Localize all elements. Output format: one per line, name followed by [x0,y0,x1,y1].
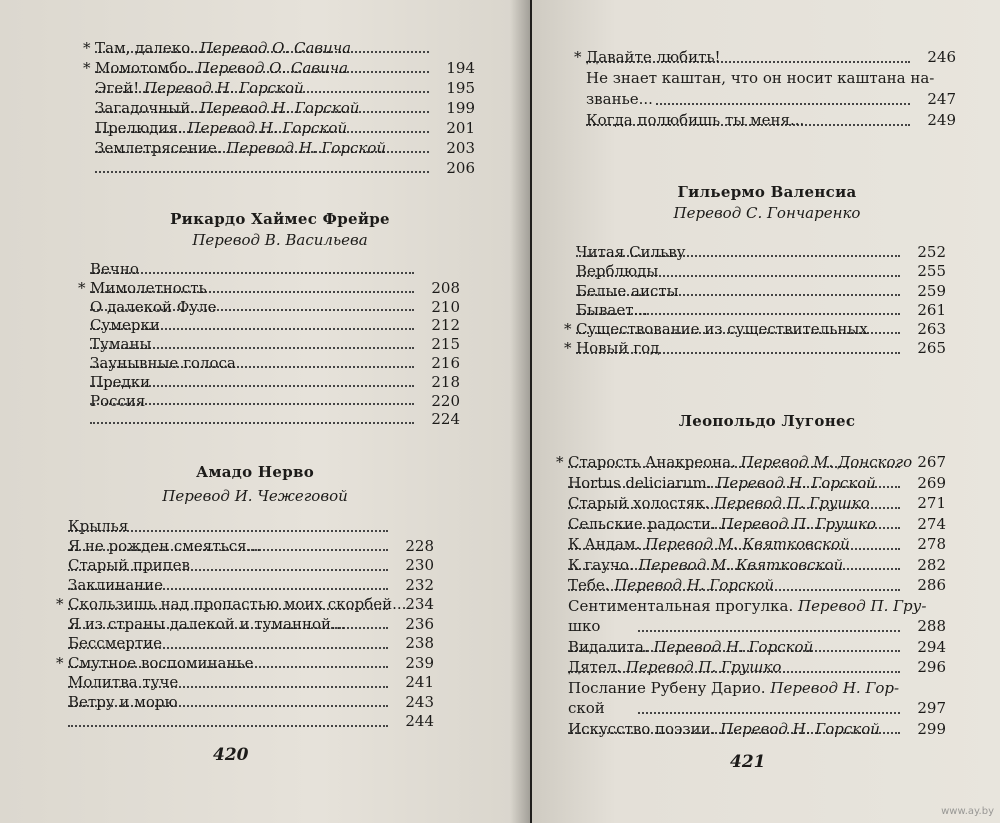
entry-translator: Перевод П. Грушко [714,494,870,512]
toc-entry [95,138,475,158]
entry-title-text: Туманы [90,335,152,354]
entry-title-text: Скользишь над пропастью моих скорбей... [68,595,407,613]
toc-entry [564,339,946,358]
entry-title-text: Молитва туче [68,673,179,691]
toc-entry [90,373,460,392]
entry-page-number: 296 [917,658,946,676]
toc-entry [56,653,434,674]
entry-page-number: 230 [405,556,434,574]
entry-title-text: Сентиментальная прогулка. [568,596,794,615]
entry-translator: Перевод Н. Гор- [770,678,900,697]
entry-title-text: Я не рожден смеяться... [68,536,261,555]
leader-dots [95,171,429,173]
toc-entry [68,615,434,635]
entry-page-number: 255 [917,262,946,281]
entry-title-text: О далекой Фуле [90,297,217,316]
entry-title-text: Старость Анакреона. [568,453,736,471]
left-section2-author: Амадо Нерво [195,463,315,481]
watermark: www.ay.by [941,806,994,817]
leader-dots [656,103,910,105]
entry-page-number: 288 [917,617,946,635]
entry-title-text: Читая Сильву [576,243,686,261]
entry-page-number: 228 [405,536,434,555]
entry-title [68,576,167,594]
entry-title-text: Не знает каштан, что он носит каштана на- [586,69,935,87]
right-section2-author: Леопольдо Лугонес [678,412,856,430]
left-section2-entries [56,517,434,732]
entry-title-text: Давайте любить! [586,48,721,66]
entry-title [568,638,817,656]
entry-title [568,679,903,697]
entry-title [568,720,884,738]
entry-page-number: 274 [917,514,946,533]
toc-entry [576,243,946,262]
entry-page-number: 271 [917,494,946,512]
entry-continuation: шко [568,617,601,635]
entry-title-text: Верблюды [576,262,659,281]
entry-title [90,260,143,278]
entry-page-number: 220 [431,391,460,410]
left-section1-entries [78,260,460,429]
entry-page-number: 267 [917,453,946,471]
entry-page-number: 201 [446,119,475,137]
entry-title-text: К гаучо. [568,555,634,574]
asterisk-mark: * [564,339,572,358]
entry-title [90,335,155,353]
toc-entry [568,555,946,576]
entry-page-number: 244 [405,712,434,730]
entry-translator: Перевод М. Квятковской [638,555,844,574]
entry-title [95,99,363,117]
entry-title-text: Дятел. [568,658,622,676]
entry-page-number: 194 [446,59,475,77]
entry-title-text: Смутное воспоминанье [68,653,254,672]
entry-title [68,673,182,691]
entry-title [576,262,662,280]
right-page [532,0,1000,823]
entry-title-text: Послание Рубену Дарио. [568,678,766,697]
asterisk-mark: * [564,320,572,339]
entry-page-number: 299 [917,719,946,738]
entry-title-text: Эгей! [95,79,140,97]
toc-entry [90,392,460,411]
entry-page-number: 263 [917,320,946,339]
entry-title [576,282,683,300]
toc-entry [90,316,460,335]
toc-entry [568,575,946,596]
asterisk-mark: * [56,653,64,672]
entry-title-text: Бессмертие [68,634,163,652]
entry-page-number: 206 [446,159,475,177]
asterisk-mark: * [56,595,64,613]
asterisk-mark: * [574,48,582,66]
toc-entry [68,537,434,557]
asterisk-mark: * [83,59,91,77]
entry-page-number: 259 [917,281,946,300]
entry-title [95,159,99,177]
entry-title [90,279,211,297]
entry-title-text: Момотомбо. [95,59,192,77]
toc-entry [68,556,434,576]
entry-title [90,410,94,428]
entry-page-number: 261 [917,300,946,319]
entry-title-text: Hortus deliciarum. [568,473,712,492]
right-section2-entries [556,452,946,739]
entry-page-number: 269 [917,473,946,492]
toc-entry [568,657,946,678]
left-section1-author: Рикардо Хаймес Фрейре [170,210,390,228]
toc-entry [586,68,956,110]
leader-dots [90,422,414,424]
toc-entry [90,298,460,317]
entry-translator: Перевод О. Савича [196,59,349,77]
entry-title [586,48,725,66]
toc-entry [95,78,475,98]
entry-page-number: 232 [405,575,434,594]
entry-page-number: 241 [405,673,434,691]
toc-entry [83,58,475,78]
entry-page-number: 210 [431,297,460,316]
entry-translator: Перевод Н. Горской [716,473,876,492]
entry-title-text: Заунывные голоса [90,353,236,372]
entry-title [68,517,132,535]
left-section2-translator: Перевод И. Чежеговой [162,487,348,505]
entry-translator: Перевод Н. Горской [653,637,814,656]
entry-title-text: Вечно [90,260,139,278]
entry-page-number: 282 [917,555,946,574]
toc-entry [95,98,475,118]
entry-title-text: Сельские радости. [568,514,716,533]
entry-page-number: 247 [927,90,956,108]
entry-title [95,139,390,157]
toc-entry [68,517,434,537]
toc-entry [90,260,460,279]
entry-title [68,615,349,633]
entry-title [90,316,164,334]
entry-title [568,535,854,553]
toc-entry [556,452,946,473]
entry-title [95,119,351,137]
toc-entry [576,262,946,281]
toc-entry [90,335,460,354]
entry-title [568,494,874,512]
entry-title [90,298,221,316]
entry-title-text: Заклинание [68,575,164,594]
entry-page-number: 243 [405,692,434,711]
entry-page-number: 297 [917,699,946,717]
entry-title-text: Видалита. [568,637,649,656]
toc-entry [576,301,946,320]
toc-entry [568,719,946,740]
entry-title [576,243,690,261]
entry-title [68,693,182,711]
toc-entry [68,712,434,732]
left-section1-translator: Перевод В. Васильева [192,231,368,249]
entry-translator: Перевод П. Грушко [625,658,782,676]
entry-title-text: Мимолетность [90,278,207,297]
entry-page-number: 236 [405,614,434,633]
entry-title-text: Я из страны далекой и туманной... [68,614,346,633]
leader-dots [638,712,900,714]
toc-entry [568,637,946,658]
toc-entry [68,693,434,713]
entry-title [576,339,663,357]
toc-entry [56,595,434,615]
entry-translator: Перевод П. Гру- [798,596,927,615]
entry-title-text: К Андам. [568,535,641,553]
entry-translator: Перевод П. Грушко [720,514,877,533]
entry-title-text: Бывает... [576,300,648,319]
toc-entry [568,493,946,514]
entry-title-text: Существование из существительных [576,320,868,339]
entry-title [90,354,240,372]
entry-title [90,373,154,391]
entry-page-number: 199 [446,99,475,117]
toc-entry [90,410,460,429]
entry-title [95,79,308,97]
toc-entry [586,110,956,131]
right-page-number: 421 [730,752,766,772]
leader-dots [638,630,900,632]
entry-translator: Перевод Н. Горской [144,79,304,97]
entry-title-text: Россия [90,391,146,410]
entry-page-number: 265 [917,339,946,358]
left-page-number: 420 [213,745,249,765]
entry-title [68,712,72,730]
leader-dots [68,725,388,727]
toc-entry [83,38,475,58]
entry-title [68,595,410,613]
asterisk-mark: * [83,39,91,57]
entry-title-text: Прелюдия. [95,119,183,137]
toc-entry [568,678,946,719]
toc-entry [564,320,946,339]
entry-title-text: Там, далеко. [95,39,195,57]
entry-title-text: Загадочный. [95,99,195,117]
entry-title [586,111,808,129]
entry-title [95,59,352,77]
entry-title [568,556,847,574]
entry-page-number: 252 [917,243,946,261]
entry-page-number: 239 [405,653,434,672]
entry-translator: Перевод М. Квятковской [645,535,850,553]
toc-entry [574,47,956,68]
entry-title-text: Землетрясение. [95,139,222,157]
entry-page-number: 249 [927,111,956,129]
entry-page-number: 238 [405,634,434,652]
entry-translator: Перевод Н. Горской [614,576,775,594]
entry-title [90,392,149,410]
asterisk-mark: * [556,453,564,471]
entry-page-number: 215 [431,335,460,354]
entry-page-number: 208 [431,278,460,297]
right-top-entries [574,47,956,131]
entry-page-number: 203 [446,139,475,157]
entry-title [68,537,265,555]
entry-translator: Перевод Н. Горской [187,119,348,137]
entry-title-text: Крылья [68,517,129,535]
entry-title-text: Когда полюбишь ты меня... [586,111,805,129]
entry-translator: Перевод Н. Горской [226,139,387,157]
entry-title [68,654,258,672]
entry-page-number: 218 [431,372,460,391]
entry-title-text: Старый припев [68,556,190,574]
toc-entry [78,278,460,298]
entry-title [576,301,652,319]
toc-entry [90,354,460,373]
entry-translator: Перевод М. Донского [740,453,913,471]
entry-title-text: Искусство поэзии. [568,719,716,738]
entry-title [568,515,880,533]
left-top-entries [83,38,475,178]
toc-entry [95,118,475,138]
toc-entry [568,514,946,535]
entry-title-text: Белые аисты [576,281,679,300]
toc-entry [68,576,434,596]
entry-page-number: 234 [405,595,434,613]
entry-title-text: Новый год [576,339,660,358]
entry-page-number: 278 [917,535,946,553]
entry-continuation: званье... [586,90,653,108]
toc-entry [568,534,946,555]
entry-translator: Перевод О. Савича [199,39,352,57]
entry-page-number: 246 [927,48,956,66]
right-section1-translator: Перевод С. Гончаренко [673,204,861,222]
entry-title-text: Предки [90,372,151,391]
entry-translator: Перевод Н. Горской [199,99,360,117]
right-section1-author: Гильермо Валенсиа [677,183,857,201]
entry-title [95,39,355,57]
entry-title [68,556,194,574]
asterisk-mark: * [78,278,86,297]
entry-title [568,658,785,676]
right-section1-entries [564,243,946,359]
entry-translator: Перевод Н. Горской [720,719,880,738]
toc-entry [576,282,946,301]
entry-page-number: 195 [446,79,475,97]
entry-continuation: ской [568,699,605,717]
entry-title [568,474,880,492]
entry-title [568,453,916,471]
entry-title-text: Сумерки [90,316,160,335]
entry-title [568,597,930,615]
toc-entry [95,158,475,178]
entry-page-number: 286 [917,576,946,594]
entry-title-text: Старый холостяк. [568,494,710,512]
entry-title [586,69,938,87]
entry-title [576,320,872,338]
entry-title-text: Тебе. [568,576,610,594]
entry-title [68,634,166,652]
entry-page-number: 294 [917,637,946,656]
entry-title-text: Ветру и морю [68,692,178,711]
entry-page-number: 216 [431,353,460,372]
entry-page-number: 212 [431,316,460,335]
toc-entry [68,634,434,654]
toc-entry [68,673,434,693]
toc-entry [568,473,946,494]
entry-title [568,576,778,594]
toc-entry [568,596,946,637]
entry-page-number: 224 [431,410,460,429]
